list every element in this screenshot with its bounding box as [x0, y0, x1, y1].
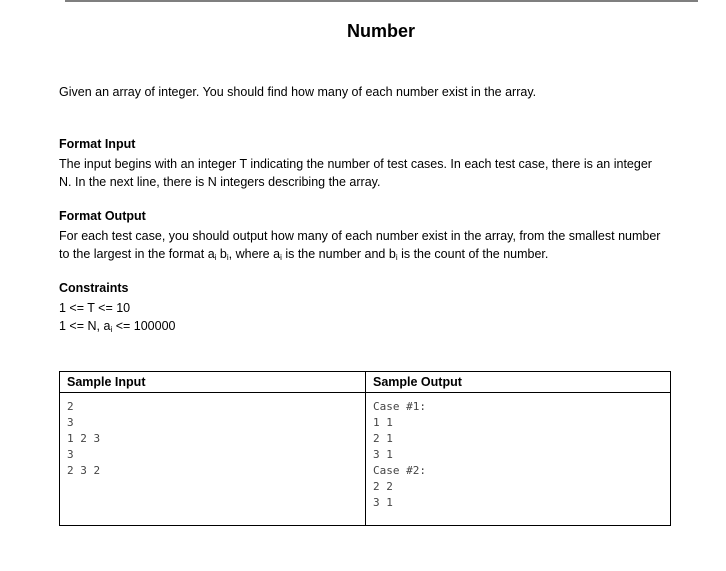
sample-output-line: 3 1: [373, 496, 393, 509]
sample-input-line: 3: [67, 448, 74, 461]
format-input-line-2: N. In the next line, there is N integers describing the array.: [59, 175, 381, 189]
sample-output-header: Sample Output: [366, 372, 671, 393]
sample-output-line: 3 1: [373, 448, 393, 461]
format-output-heading: Format Output: [59, 209, 146, 223]
constraints-heading: Constraints: [59, 281, 129, 295]
sample-table: [59, 371, 671, 526]
sample-input-line: 3: [67, 416, 74, 429]
page-title: Number: [346, 21, 415, 41]
sample-output-line: 1 1: [373, 416, 393, 429]
sample-input-line: 2 3 2: [67, 464, 101, 477]
intro-text: Given an array of integer. You should find how many of each number exist in the array.: [59, 85, 537, 99]
sample-body-row: [60, 393, 671, 526]
sample-input-cell: [60, 393, 366, 526]
sample-input-line: 2: [67, 400, 74, 413]
sample-output-line: 2 1: [373, 432, 393, 445]
constraint-line-2: 1 <= N, $a_i <= 100000$: [59, 319, 176, 334]
constraint-line-1: 1 <= T <= 10: [59, 301, 131, 315]
sample-output-cell: [366, 393, 671, 526]
sample-input-line: 1 2 3: [67, 432, 101, 445]
format-output-line-2: to the largest in the format $a_i$ $b_i$, where $a_i$ is the number and $b_i$ is the count of the number.: [59, 247, 549, 262]
sample-output-line: 2 2: [373, 480, 393, 493]
top-rule: [65, 0, 698, 2]
format-input-line-1: The input begins with an integer T indicating the number of test cases. In each test case, there is an integer: [59, 157, 652, 171]
sample-output-line: Case #1:: [373, 400, 426, 413]
sample-output-line: Case #2:: [373, 464, 426, 477]
format-output-line-1: For each test case, you should output how many of each number exist in the array, from the smallest number: [59, 229, 661, 243]
sample-input-header: Sample Input: [60, 372, 366, 393]
format-input-heading: Format Input: [59, 137, 136, 151]
sample-header-row: [60, 372, 671, 393]
